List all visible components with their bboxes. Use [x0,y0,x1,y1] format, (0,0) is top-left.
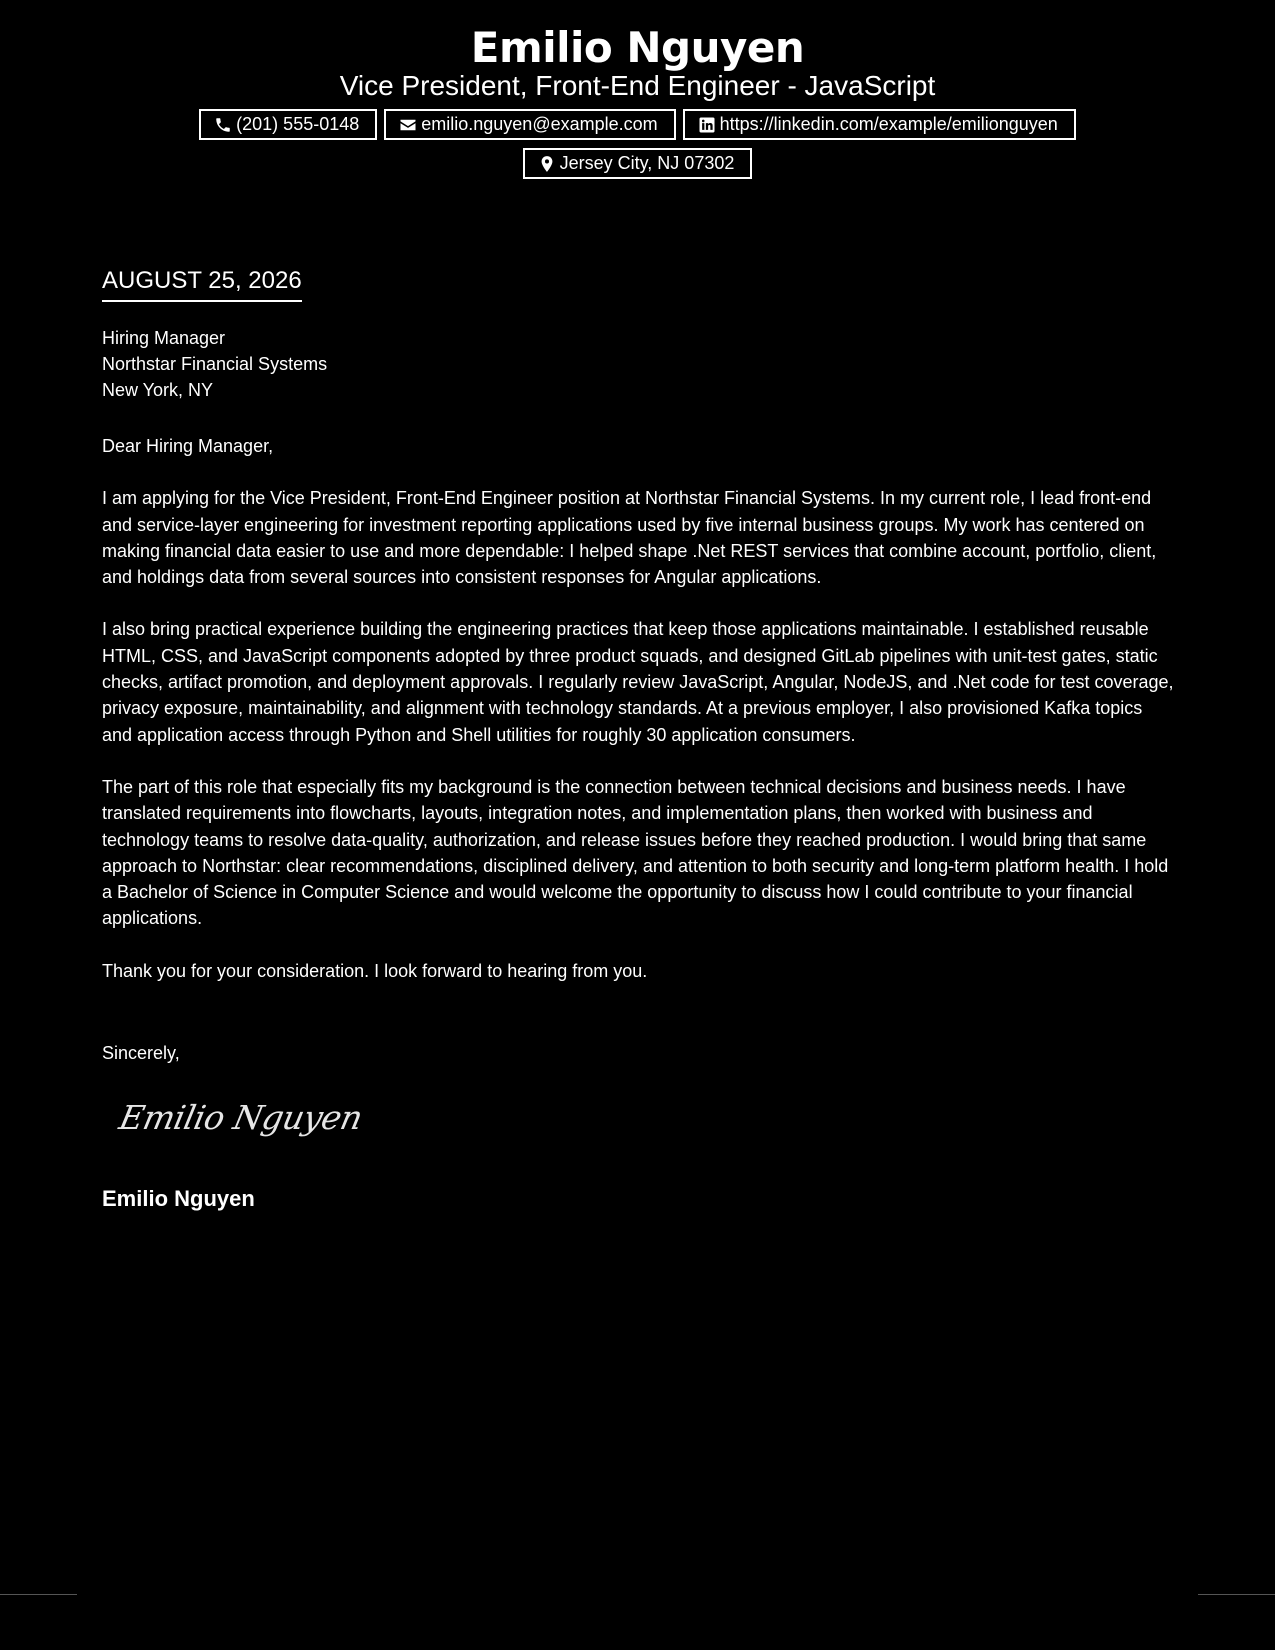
map-marker-icon [538,155,556,173]
recipient-line: Hiring Manager [102,328,226,348]
closing: Sincerely, [102,1043,180,1063]
recipient-company: Northstar Financial Systems [102,354,328,374]
applicant-name: Emilio Nguyen [470,23,805,72]
contact-email-text: emilio.nguyen@example.com [421,114,658,134]
envelope-icon [399,116,417,134]
body-paragraph: Thank you for your consideration. I look forward to hearing from you. [102,960,648,981]
signer-name: Emilio Nguyen [102,1186,255,1211]
letter-header [0,20,1275,179]
contact-list [168,109,1108,179]
recipient-block [102,325,327,403]
contact-phone[interactable] [199,109,377,140]
handwritten-signature: Emilio Nguyen [115,1098,366,1137]
phone-icon [214,116,232,134]
contact-linkedin-text: https://linkedin.com/example/emilionguyen [719,114,1058,134]
recipient-location: New York, NY [102,380,214,400]
contact-linkedin[interactable] [683,109,1076,140]
footer-rule-right [1198,1594,1275,1595]
contact-phone-text: (201) 555-0148 [236,114,360,134]
linkedin-icon [698,116,716,134]
body-paragraph: I am applying for the Vice President, Front-End Engineer position at Northstar Financial Systems. In my current role, I lead front-end and service-layer engineering for investment reporting applications used by five internal business groups. My work has centered on making financial data easier to use and more dependable: I helped shape .Net REST services that combine account, portfolio, client, and holdings data from several sources into consistent responses for Angular applications. [102,488,1157,588]
letter-date: AUGUST 25, 2026 [102,266,302,302]
body-paragraph: I also bring practical experience building the engineering practices that keep those applications maintainable. I established reusable HTML, CSS, and JavaScript components adopted by three product squads, and designed GitLab pipelines with unit-test gates, static checks, artifact promotion, and deployment approvals. I regularly review JavaScript, Angular, NodeJS, and .Net code for test coverage, privacy exposure, maintainability, and alignment with technology standards. At a previous employer, I also provisioned Kafka topics and application access through Python and Shell utilities for roughly 30 application consumers. [102,619,1174,745]
contact-location[interactable] [523,148,753,179]
body-paragraph: The part of this role that especially fits my background is the connection between technical decisions and business needs. I have translated requirements into flowcharts, layouts, integration notes, and implementation plans, then worked with business and technology teams to resolve data-quality, authorization, and release issues before they reached production. I would bring that same approach to Northstar: clear recommendations, disciplined delivery, and attention to both security and long-term platform health. I hold a Bachelor of Science in Computer Science and would welcome the opportunity to discuss how I could contribute to your financial applications. [102,776,1169,929]
applicant-title: Vice President, Front-End Engineer - JavaScript [339,70,936,101]
footer-rule-left [0,1594,77,1595]
salutation: Dear Hiring Manager, [102,436,274,456]
letter-body [102,433,1174,1010]
contact-email[interactable] [384,109,675,140]
contact-location-text: Jersey City, NJ 07302 [559,153,735,173]
